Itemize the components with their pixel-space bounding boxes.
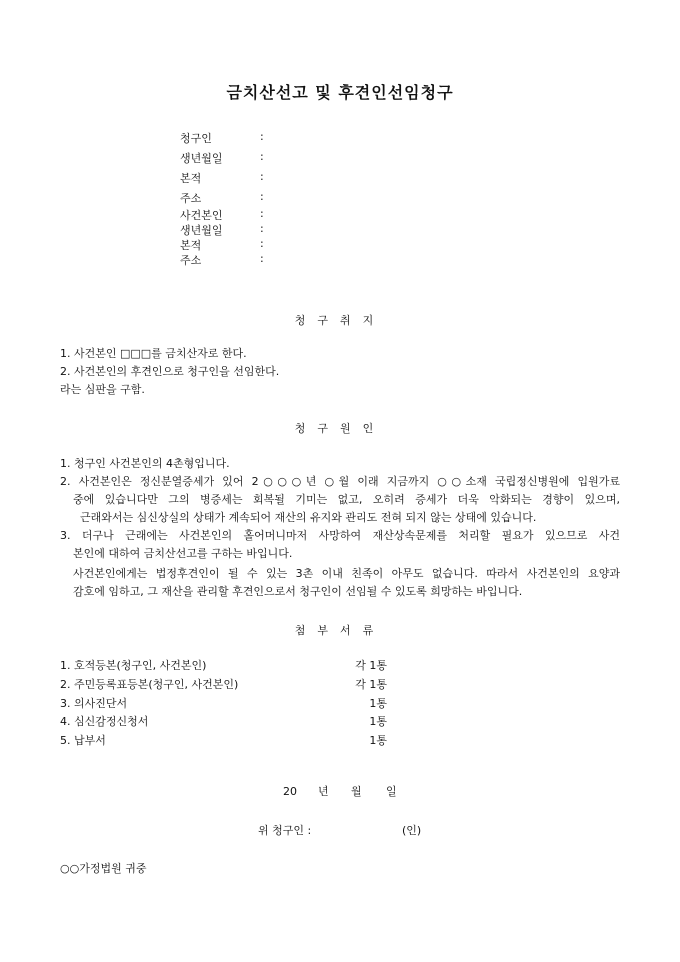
attachment-qty: 1통 [369, 715, 387, 728]
party-row [180, 207, 280, 221]
party-row [180, 222, 280, 236]
cause-item-3-line: 본인에 대하여 금치산선고를 구하는 바입니다. [73, 547, 293, 560]
attachment-name: 3. 의사진단서 [60, 697, 128, 710]
date-day-unit: 일 [386, 785, 397, 798]
cause-item-1: 1. 청구인 사건본인의 4촌형입니다. [60, 457, 230, 470]
party-row [180, 237, 280, 251]
party-value: : [260, 130, 264, 143]
attachment-qty: 각 1통 [355, 678, 387, 691]
cause-item-2-line: 2. 사건본인은 정신분열증세가 있어 2○○○년 ○월 이래 지금까지 ○○소재 국립정신병원에 입원가료 [60, 475, 620, 488]
attachment-name: 2. 주민등록표등본(청구인, 사건본인) [60, 678, 239, 691]
attachments-heading: 첨부서류 [294, 624, 386, 637]
court-addressee: ○○가정법원 귀중 [60, 862, 147, 875]
cause-item-3-line: 3. 더구나 근래에는 사건본인의 홀어머니마저 사망하여 재산상속문제를 처리할 필요가 있으므로 사건 [60, 529, 620, 542]
party-value: : [260, 150, 264, 163]
party-value: : [260, 222, 264, 235]
party-row [180, 252, 280, 266]
party-label: 사건본인 [180, 209, 223, 222]
cause-item-3-line: 사건본인에게는 법정후견인이 될 수 있는 3촌 이내 친족이 아무도 없습니다. 따라서 사건본인의 요양과 [73, 567, 620, 580]
party-label: 주소 [180, 192, 202, 205]
party-label: 청구인 [180, 132, 212, 145]
cause-item-2-line: 근래와서는 심신상실의 상태가 계속되어 재산의 유지와 관리도 전혀 되지 않는 상태에 있습니다. [80, 511, 537, 524]
signature-seal: (인) [402, 824, 422, 837]
cause-item-3-line: 감호에 임하고, 그 재산을 관리할 후견인으로서 청구인이 선임될 수 있도록 희망하는 바입니다. [73, 585, 523, 598]
party-value: : [260, 207, 264, 220]
attachment-name: 5. 납부서 [60, 734, 106, 747]
purpose-closing: 라는 심판을 구함. [60, 383, 145, 396]
party-value: : [260, 190, 264, 203]
party-value: : [260, 170, 264, 183]
purpose-heading: 청구취지 [294, 314, 386, 327]
document-title: 금치산선고 및 후견인선임청구 [226, 83, 454, 102]
party-label: 생년월일 [180, 224, 223, 237]
party-label: 본적 [180, 172, 202, 185]
date-month-unit: 월 [351, 785, 362, 798]
party-row [180, 130, 280, 144]
signature-label: 위 청구인 : [258, 824, 312, 837]
party-label: 생년월일 [180, 152, 223, 165]
party-row [180, 170, 280, 184]
attachment-name: 1. 호적등본(청구인, 사건본인) [60, 659, 207, 672]
cause-item-2-line: 중에 있습니다만 그의 병증세는 회복될 기미는 없고, 오히려 증세가 더욱 악화되는 경향이 있으며, [73, 493, 620, 506]
date-year: 20 [283, 785, 297, 798]
party-label: 주소 [180, 254, 202, 267]
party-row [180, 150, 280, 164]
purpose-item: 2. 사건본인의 후견인으로 청구인을 선임한다. [60, 365, 280, 378]
party-value: : [260, 237, 264, 250]
party-value: : [260, 252, 264, 265]
attachment-qty: 1통 [369, 734, 387, 747]
attachment-name: 4. 심신감정신청서 [60, 715, 149, 728]
cause-heading: 청구원인 [294, 422, 386, 435]
party-label: 본적 [180, 239, 202, 252]
party-row [180, 190, 280, 204]
attachment-qty: 각 1통 [355, 659, 387, 672]
attachment-qty: 1통 [369, 697, 387, 710]
purpose-item: 1. 사건본인 □□□를 금치산자로 한다. [60, 347, 247, 360]
date-year-unit: 년 [318, 785, 329, 798]
